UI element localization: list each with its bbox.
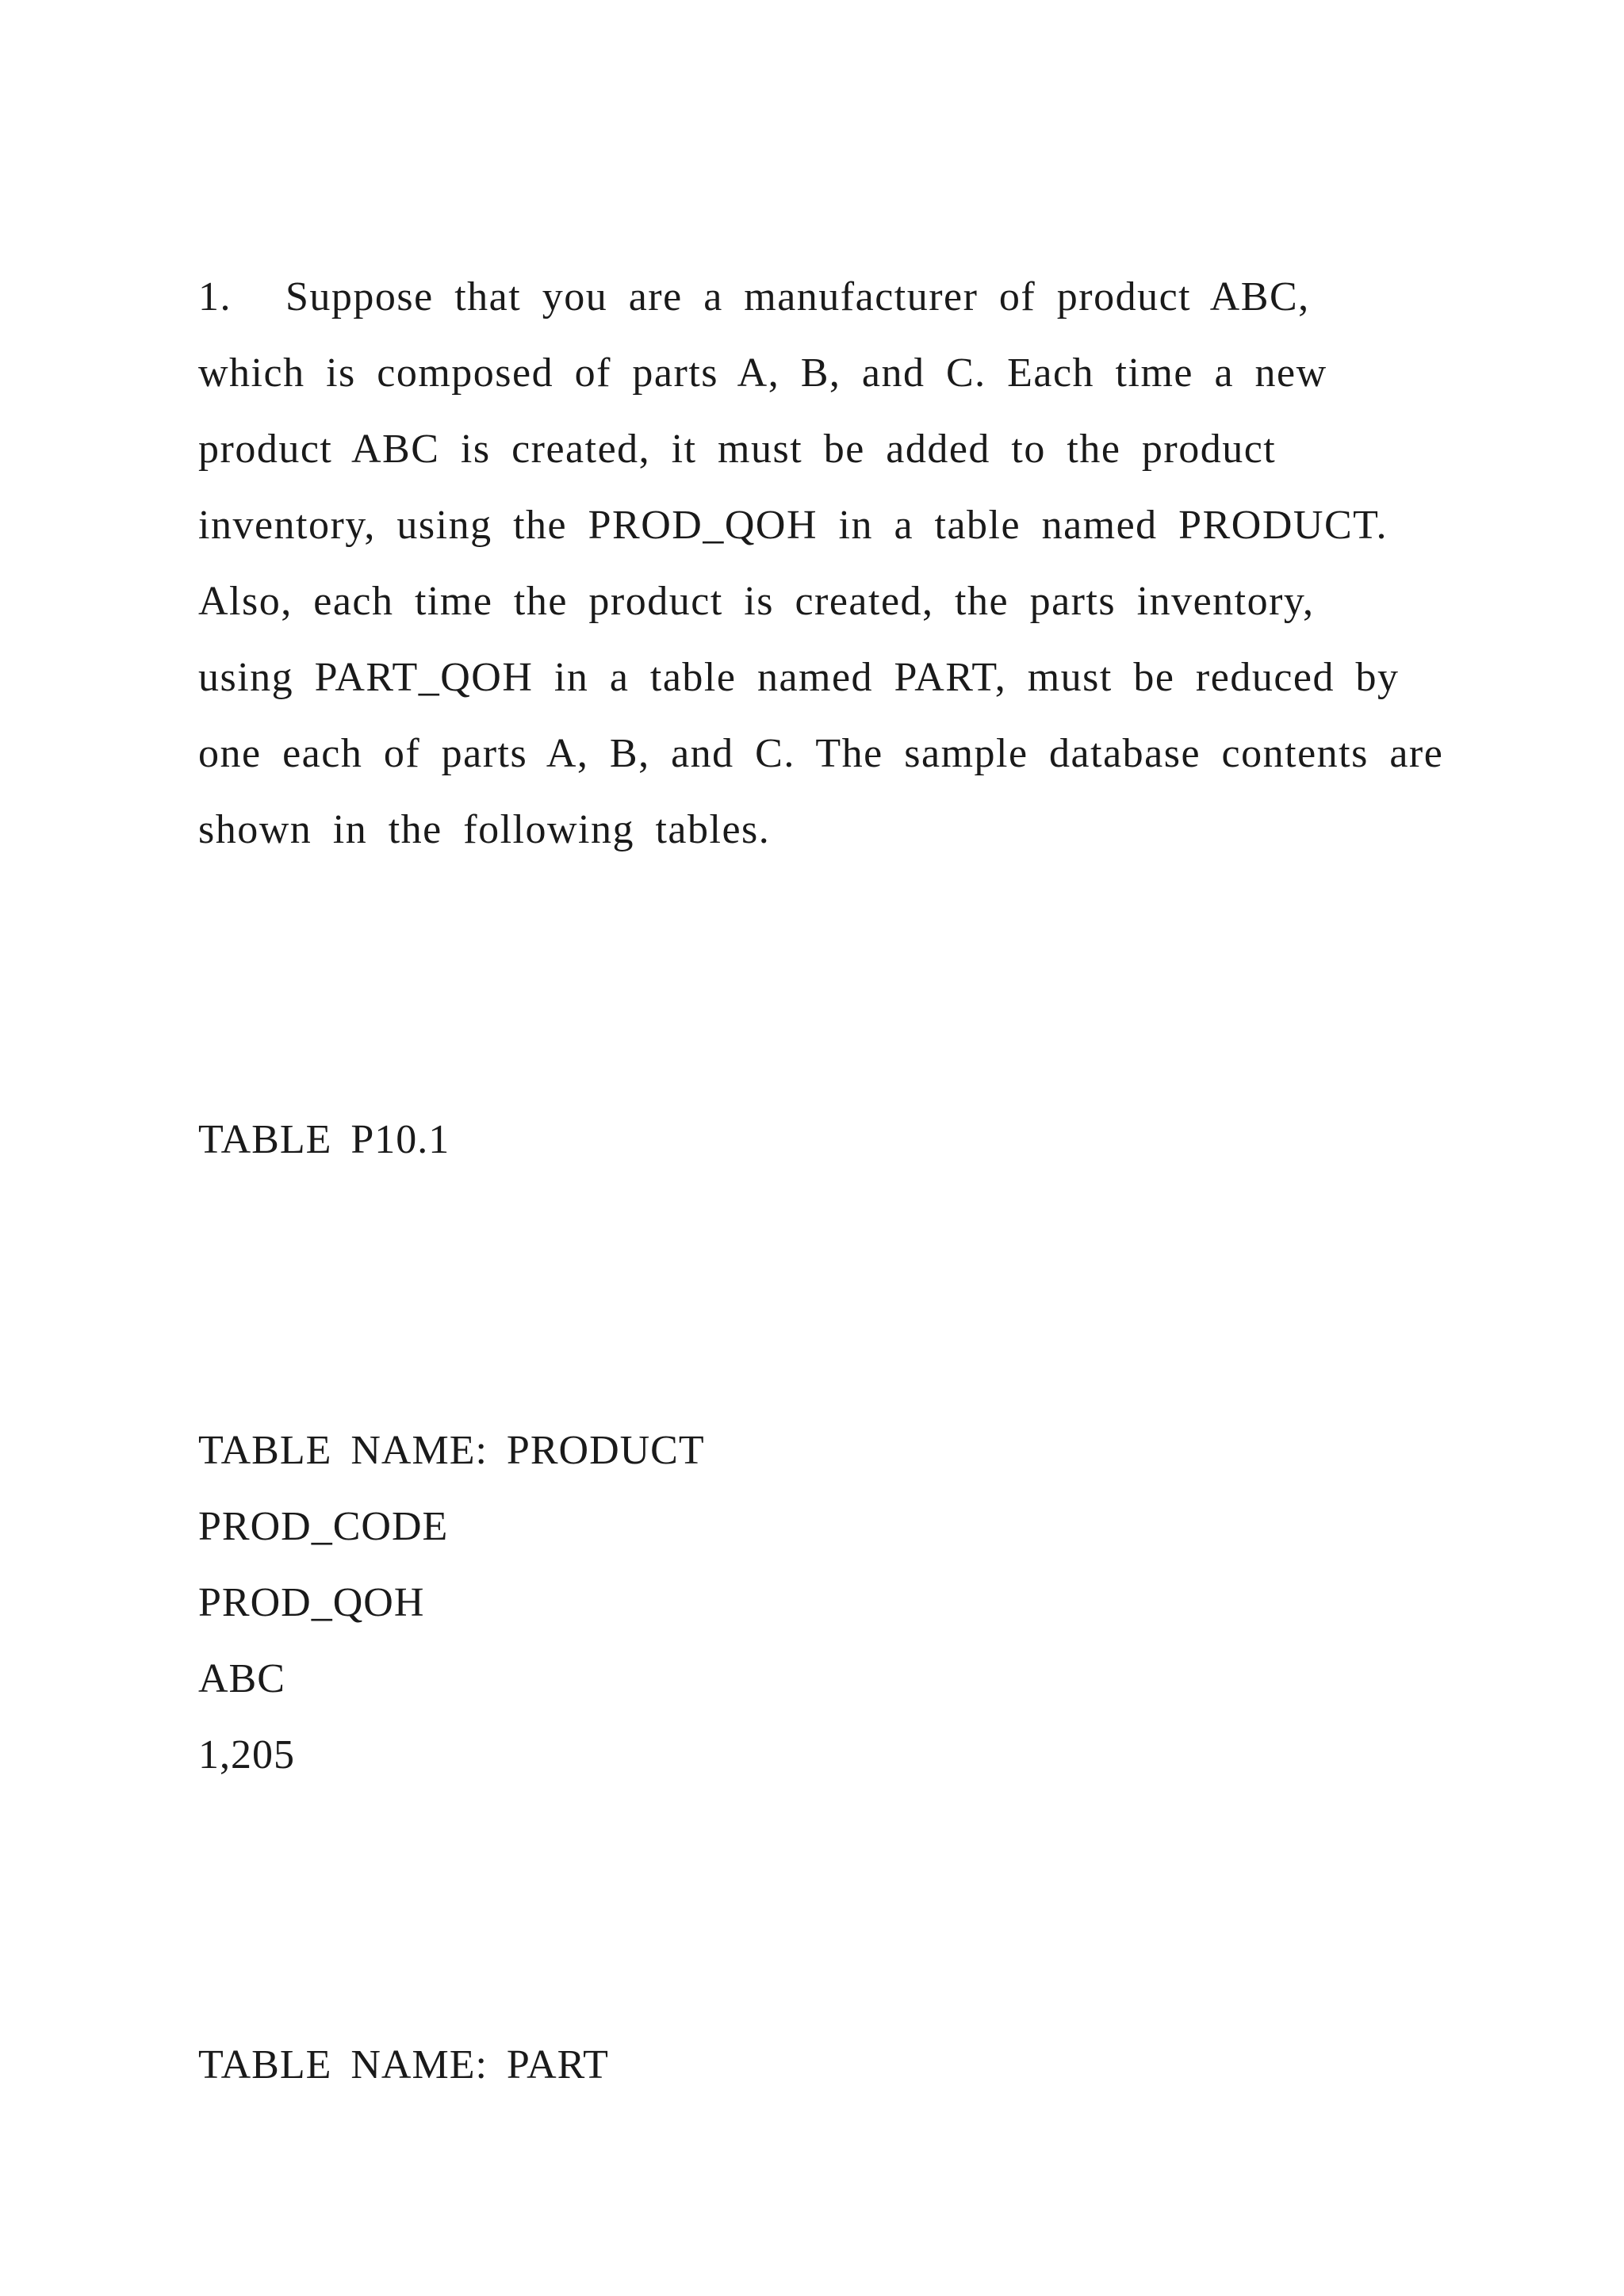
problem-text: Suppose that you are a manufacturer of product ABC, (285, 274, 1310, 320)
problem-number: 1. (198, 274, 232, 320)
problem-line-8: shown in the following tables. (198, 807, 771, 852)
problem-line-4: inventory, using the PROD_QOH in a table named PRODUCT. (198, 503, 1388, 548)
part-table-name: TABLE NAME: PART (198, 2042, 609, 2087)
product-col-header-prod-code: PROD_CODE (198, 1504, 449, 1549)
product-cell-prod-qoh: 1,205 (198, 1732, 295, 1777)
product-cell-prod-code: ABC (198, 1656, 285, 1701)
table-caption: TABLE P10.1 (198, 1117, 450, 1162)
problem-line-6: using PART_QOH in a table named PART, must be reduced by (198, 655, 1400, 700)
problem-line-2: which is composed of parts A, B, and C. Each time a new (198, 350, 1327, 396)
problem-line-1 (198, 274, 1310, 321)
product-table-name: TABLE NAME: PRODUCT (198, 1428, 705, 1473)
problem-line-7: one each of parts A, B, and C. The sample database contents are (198, 731, 1444, 776)
product-col-header-prod-qoh: PROD_QOH (198, 1580, 425, 1625)
problem-line-3: product ABC is created, it must be added to the product (198, 427, 1277, 472)
problem-line-5: Also, each time the product is created, the parts inventory, (198, 579, 1315, 624)
